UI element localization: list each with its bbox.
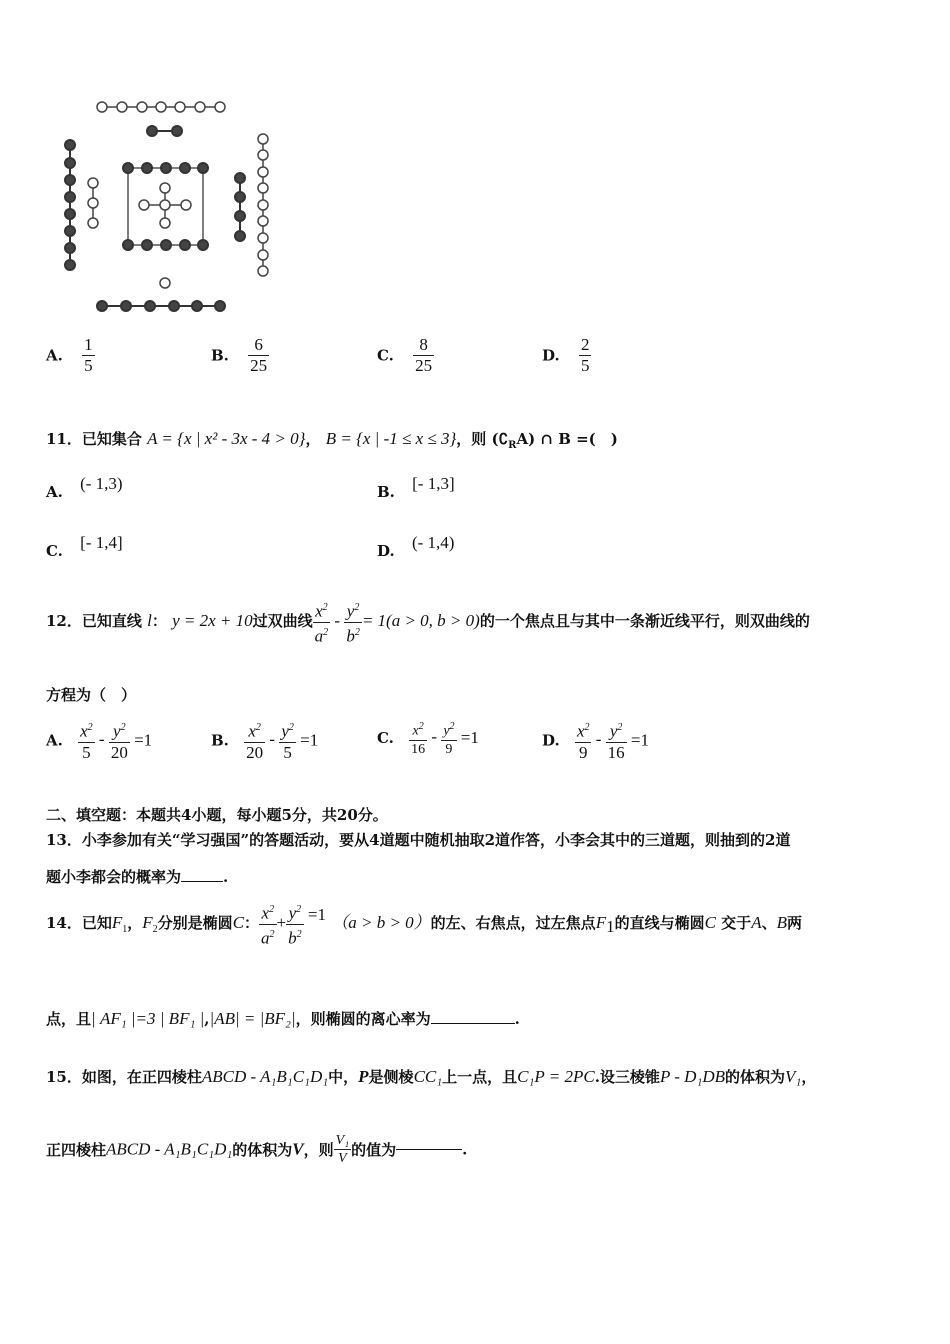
q11-option-c — [46, 533, 123, 561]
q10-option-c — [377, 335, 434, 376]
q14-line2: 点，且| AF₁ |=3 | BF₁ |,|AB| = |BF₂|，则椭圆的离心率为 . — [46, 1009, 520, 1028]
question-14: 14．已知$F_1$，$F_2$分别是椭圆C： $\frac{x^2}{a^2}$ + $\frac{y^2}{b^2}$ =1 （a > b > 0）的左、右焦点，过左焦点$F_1$的直线与椭圆C 交于A、B两 — [46, 900, 802, 948]
q12-option-label: A. — [46, 731, 63, 750]
q11-option-value: [- 1,3] — [412, 474, 455, 493]
bottom-six-filled — [97, 301, 225, 311]
q11-option-label: A. — [46, 483, 63, 501]
left-three-open — [88, 178, 98, 228]
q14-relation-2: |AB| = |BF₂| — [209, 1009, 296, 1028]
q12-option-c: C. $\frac{x^2}{16}$ - $\frac{y^2}{9}$ =1 — [377, 718, 479, 758]
q10-option-fraction: $\frac{8}{25}$ — [415, 335, 433, 375]
q10-option-label: A. — [46, 346, 63, 365]
center-five-open — [139, 183, 191, 228]
q14-f1: F — [111, 913, 123, 933]
q13-line2-text: 题小李都会的概率为 — [46, 868, 182, 886]
right-nine-open — [258, 134, 268, 276]
top-two-filled — [147, 126, 182, 136]
question-12: 12．已知直线 l： y = 2x + 10过双曲线 $\frac{x^2}{a^2}$ - $\frac{y^2}{b^2}$ = 1(a > 0, b > 0)的一个焦点且与其中一条渐近线平行，则双曲线的 — [46, 598, 810, 646]
q15-ratio: $\frac{\text{V₁}}{V}$ — [335, 1133, 350, 1166]
q11-set-b: B = {x | -1 ≤ x ≤ 3} — [325, 429, 457, 448]
luoshu-diagram — [55, 95, 285, 320]
q12-option-a: A. $\frac{x^2}{5}$ - $\frac{y^2}{20}$ =1 — [46, 718, 152, 763]
section-2-title: 二、填空题：本题共4小题，每小题5分，共20分。 — [46, 806, 388, 824]
q14-blank — [431, 1023, 515, 1024]
q10-option-label: B. — [211, 346, 229, 365]
q11-option-d — [377, 533, 455, 561]
q10-option-fraction: $\frac{2}{5}$ — [580, 335, 590, 375]
q12-option-label: B. — [211, 731, 229, 750]
q11-sep: ， — [305, 430, 321, 448]
q12-option-b: B. $\frac{x^2}{20}$ - $\frac{y^2}{5}$ =1 — [211, 718, 318, 763]
q12-hyperbola-x: $\frac{x^2}{a^2}$ — [313, 598, 331, 646]
q13-line1: 13．小李参加有关“学习强国”的答题活动，要从4道题中随机抽取2道作答，小李会其中的三道题，则抽到的2道 — [46, 831, 791, 849]
q15-blank — [396, 1149, 462, 1150]
q12-option-d: D. $\frac{x^2}{9}$ - $\frac{y^2}{16}$ =1 — [542, 718, 649, 763]
q13-blank — [181, 881, 223, 882]
q11-option-label: B. — [377, 483, 395, 501]
q12-suffix: 的一个焦点且与其中一条渐近线平行，则双曲线的 — [479, 612, 810, 631]
q14-ellipse-c: C — [232, 913, 245, 933]
q14-f2: F — [142, 913, 153, 933]
q11-option-label: D. — [377, 542, 395, 560]
q10-option-d — [542, 335, 591, 376]
q11-option-b — [377, 474, 455, 502]
question-11 — [46, 428, 618, 451]
q14-relation-1: | AF₁ |=3 | BF₁ | — [91, 1009, 205, 1028]
q10-option-fraction: $\frac{1}{5}$ — [84, 335, 93, 375]
q12-option-label: C. — [377, 728, 394, 747]
q12-cond: = 1(a > 0, b > 0) — [361, 611, 480, 631]
q12-prefix: 12．已知直线 — [46, 612, 142, 631]
q10-option-label: D. — [542, 346, 560, 365]
q12-mid: 过双曲线 — [252, 612, 313, 631]
q12-option-label: D. — [542, 731, 560, 750]
q12-line-eq: y = 2x + 10 — [172, 611, 253, 631]
q14-ellipse-y: $\frac{y^2}{b^2}$ — [286, 900, 304, 948]
q11-option-value: (- 1,4) — [411, 533, 455, 552]
q15-line2: 正四棱柱ABCD - A₁B₁C₁D₁的体积为V，则 $\frac{\text{V₁}}{V}$ 的值为 . — [46, 1133, 468, 1166]
q10-option-label: C. — [377, 346, 394, 365]
q11-set-a: A = {x | x² - 3x - 4 > 0} — [147, 429, 306, 448]
bottom-one-open — [160, 278, 170, 288]
question-15: 15．如图，在正四棱柱ABCD - A₁B₁C₁D₁中，P是侧棱CC₁上一点，且C₁P = 2PC.设三棱锥P - D₁DB的体积为V₁， — [46, 1067, 817, 1086]
q11-suffix-sub: R — [508, 440, 517, 451]
q11-option-label: C. — [46, 542, 63, 560]
q11-option-a — [46, 474, 123, 502]
q12-line-name: l — [147, 611, 152, 631]
q11-option-value: (- 1,3) — [80, 474, 123, 493]
q15-prism: ABCD - A₁B₁C₁D₁ — [201, 1067, 329, 1086]
q14-prefix: 14．已知 — [46, 914, 112, 933]
q10-option-b — [211, 335, 269, 376]
q12-line2: 方程为（ ） — [46, 686, 137, 704]
q13-line2: 题小李都会的概率为 . — [46, 868, 229, 886]
q15-relation: C₁P = 2PC — [517, 1067, 595, 1086]
q11-option-value: [- 1,4] — [80, 533, 123, 552]
q10-option-a — [46, 335, 95, 376]
q11-prefix: 11．已知集合 — [46, 430, 142, 448]
right-four-filled — [235, 173, 245, 241]
q11-suffix: ，则 (∁ — [456, 430, 509, 448]
q10-option-fraction: $\frac{6}{25}$ — [250, 335, 268, 375]
left-eight-filled — [65, 140, 75, 270]
top-nine-open — [97, 102, 225, 112]
q11-suffix2: A) ∩ B =( ) — [516, 430, 618, 448]
q12-hyperbola-y: $\frac{y^2}{b^2}$ — [344, 598, 362, 646]
q15-pyramid: P - D₁DB — [659, 1067, 726, 1086]
q14-cond: （a > b > 0） — [331, 913, 431, 933]
q14-ellipse-x: $\frac{x^2}{a^2}$ — [259, 900, 277, 948]
